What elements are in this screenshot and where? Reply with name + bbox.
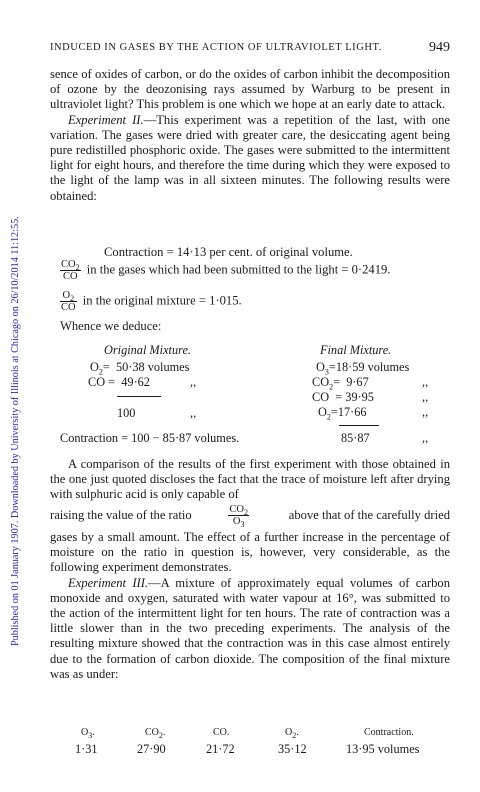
final-ditto-o2: ,,	[422, 405, 429, 419]
original-row-co: CO = 49·62	[88, 375, 150, 389]
value-o3: 1·31	[75, 742, 98, 756]
page-header	[50, 42, 450, 58]
page-number: 949	[429, 40, 450, 55]
ratio-text-before: raising the value of the ratio	[50, 508, 192, 522]
fraction-numerator-sub: 2	[244, 508, 249, 518]
fraction-denominator: CO	[63, 271, 78, 282]
original-mixture-heading: Original Mixture.	[104, 343, 191, 357]
ratio-fraction-3	[228, 504, 249, 530]
download-notice: Published on 01 January 1907. Downloaded by University of Illinois at Chicago on 26/10/2014 11:12:55.	[10, 216, 21, 646]
fraction-numerator-sub: 2	[75, 263, 80, 273]
final-row-o3: $O_3=18\cdot 59$ volumes	[316, 360, 410, 377]
paragraph-continuation: sence of oxides of carbon, or do the oxides of carbon inhibit the decomposition of ozone by the deozonising rays assumed by Warburg to be present in ultraviolet light? This problem is one which we hope at an early date to attack.	[50, 67, 450, 112]
col-header-co: CO.	[213, 727, 230, 738]
final-total: 85·87	[341, 431, 370, 445]
fraction-numerator: O	[62, 290, 71, 301]
ratio-line-1	[60, 259, 390, 282]
final-total-ditto: ,,	[422, 431, 429, 445]
ratio-line-2	[60, 290, 242, 313]
final-sum-rule	[339, 425, 379, 426]
fraction-denominator: CO	[61, 302, 76, 313]
final-row-co: CO = 39·95	[312, 390, 374, 404]
contraction-line: Contraction = 14·13 per cent. of original volume.	[104, 245, 353, 259]
fraction-numerator: CO	[229, 504, 245, 515]
original-sum-rule	[117, 396, 161, 397]
value-co: 21·72	[206, 742, 235, 756]
ratio-line-3	[50, 504, 450, 530]
experiment-2-label: Experiment II.	[68, 112, 144, 127]
contraction-calc: Contraction = 100 − 85·87 volumes.	[60, 431, 240, 445]
final-row-o2: $O_2=17\cdot 66$	[318, 405, 367, 422]
experiment-2-text: —This experiment was a repetition of the last, with one variation. The gases were dried with greater care, the desiccating agent being pure redistilled phosphoric oxide. The gases were submitted to the intermittent light for eight hours, and therefore the time during which they were exposed to the light of the lamp was in all sixteen minutes. The following results were obtained:	[50, 112, 451, 203]
ratio-fraction-2	[60, 290, 77, 313]
fraction-numerator-sub: 2	[70, 294, 75, 304]
ratio-text-2: in the original mixture = 1·015.	[82, 293, 242, 308]
fraction-denominator-sub: 3	[240, 520, 245, 530]
col-header-o3: $O_3$.	[81, 727, 95, 740]
experiment-3-label: Experiment III.	[68, 575, 149, 590]
paragraph-experiment-2	[50, 113, 450, 204]
whence-line: Whence we deduce:	[60, 319, 162, 333]
original-ditto-co: ,,	[190, 375, 197, 389]
download-sidebar	[3, 6, 21, 646]
col-header-contraction: Contraction.	[364, 727, 414, 738]
body-top	[50, 67, 450, 204]
experiment-3-text: —A mixture of approximately equal volumes of carbon monoxide and oxygen, saturated with water vapour at 16°, was submitted to the action of the intermittent light for ten hours. The rate of contraction was a little slower than in the two preceding experiments. The analysis of the resulting mixture showed that the contraction was in this case almost entirely due to the formation of carbon dioxide. The composition of the final mixture was as under:	[50, 575, 450, 681]
original-total-ditto: ,,	[190, 406, 197, 420]
ratio-text-1: in the gases which had been submitted to the light = 0·2419.	[86, 262, 391, 277]
running-title: INDUCED IN GASES BY THE ACTION OF ULTRAVIOLET LIGHT.	[50, 42, 382, 53]
value-o2: 35·12	[278, 742, 307, 756]
paragraph-experiment-3	[50, 576, 450, 682]
final-ditto-co2: ,,	[422, 375, 429, 389]
ratio-text-after: above that of the carefully dried	[288, 508, 450, 522]
fraction-numerator: CO	[61, 259, 76, 270]
final-mixture-heading: Final Mixture.	[320, 343, 392, 357]
original-row-o2: $O_2= 50\cdot 38$ volumes	[90, 360, 190, 377]
fraction-denominator: O	[232, 516, 241, 527]
paragraph-comparison: A comparison of the results of the first experiment with those obtained in the one just quoted discloses the fact that the trace of moisture left after drying with sulphuric acid is only capable of	[50, 457, 450, 502]
original-total: 100	[117, 406, 136, 420]
final-row-co2: $CO_2= 9\cdot 67$	[312, 375, 369, 392]
value-co2: 27·90	[137, 742, 166, 756]
ratio-fraction-1	[60, 259, 81, 282]
body-comparison	[50, 457, 450, 503]
paragraph-comparison-cont: gases by a small amount. The effect of a further increase in the percentage of moisture on the ratio in question is, however, very considerable, as the following experiment demonstrates.	[50, 530, 450, 575]
col-header-o2: $O_2$.	[285, 727, 299, 740]
body-bottom	[50, 530, 450, 682]
final-ditto-co: ,,	[422, 390, 429, 404]
col-header-co2: $CO_2$.	[145, 727, 166, 740]
value-contraction: 13·95 volumes	[346, 742, 420, 756]
